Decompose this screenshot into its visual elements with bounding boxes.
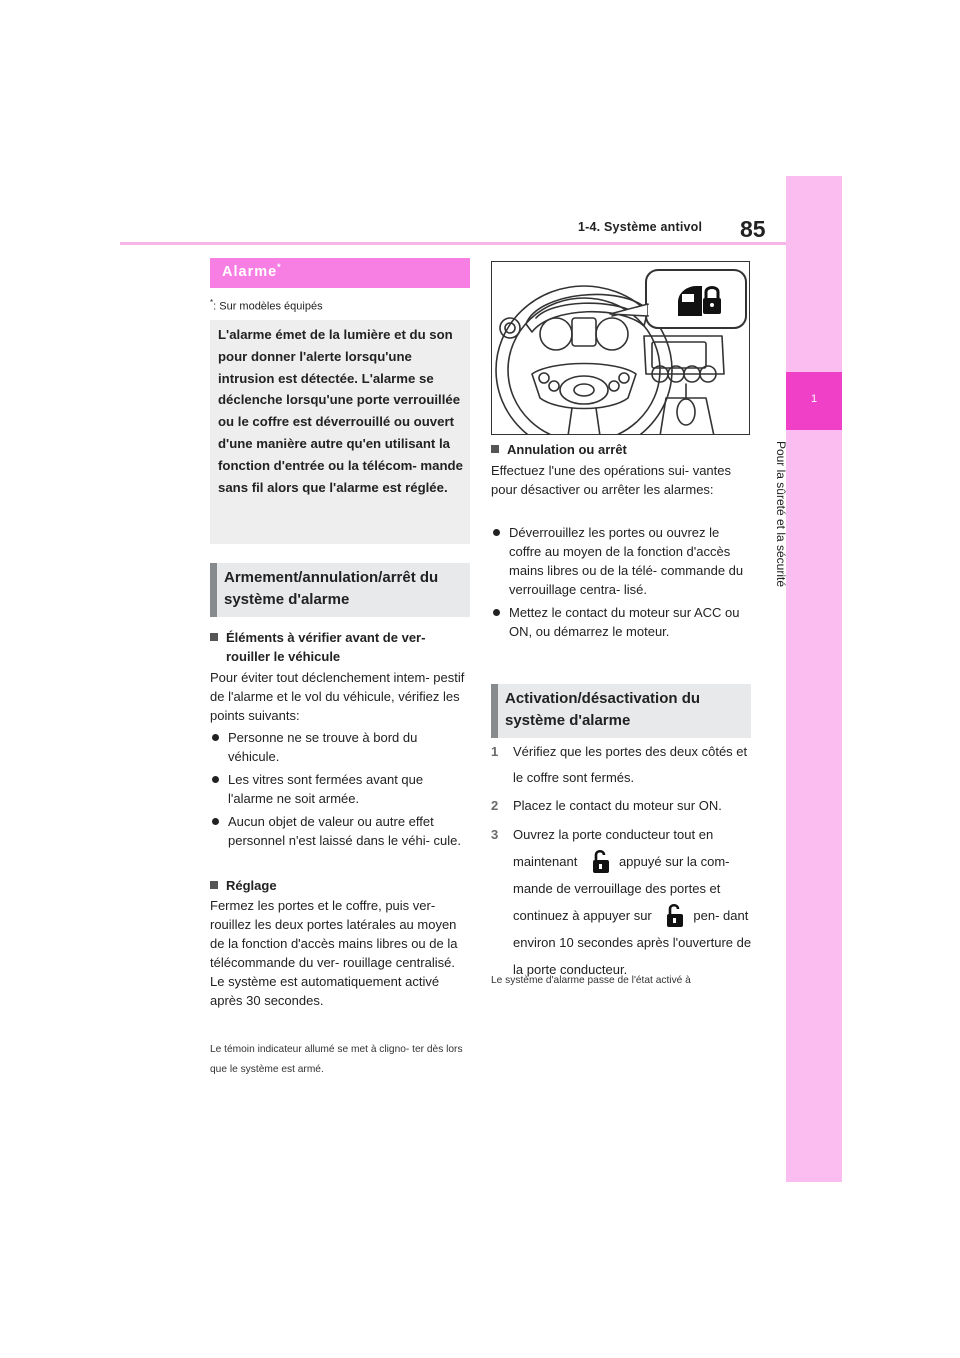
setting-text: Fermez les portes et le coffre, puis ver- rouillez les deux portes latérales au moyen de la fonction d'accès mains libres ou de la télécommande du ver- rouillage centralisé. Le système est automatiquement activé après 30 secondes. [210, 898, 458, 1008]
header-divider [120, 242, 786, 245]
step-item: 2 Placez le contact du moteur sur ON. [491, 798, 722, 813]
list-item: Les vitres sont fermées avant que l'alarme ne soit armée. [210, 770, 470, 808]
activation-trailing-note: Le système d'alarme passe de l'état activé à [491, 975, 691, 986]
side-tab-strip [786, 176, 842, 1182]
square-bullet-icon [491, 445, 499, 453]
dashboard-lock-indicator-illustration-icon [492, 262, 750, 435]
setting-note: Le témoin indicateur allumé se met à cligno- ter dès lors que le système est armé. [210, 1044, 463, 1075]
setting-title: Réglage [210, 876, 277, 895]
door-unlock-icon [587, 848, 613, 874]
activation-steps [491, 739, 753, 983]
alarm-intro-text: L'alarme émet de la lumière et du son pour donner l'alerte lorsqu'une intrusion est détectée. L'alarme se déclenche lorsqu'une porte verrouillée ou le coffre est déverrouillé ou ouvert d'une manière autre qu'en utilisant la fonction d'entrée ou la télécom- mande sans fil alors que l'alarme est réglée. [218, 327, 463, 495]
check-intro: Pour éviter tout déclenchement intem- pestif de l'alarme et le vol du véhicule, vérifiez les points suivants: [210, 670, 465, 723]
cancel-intro: Effectuez l'une des opérations sui- vantes pour désactiver ou arrêter les alarmes: [491, 463, 731, 497]
cancel-list [491, 523, 753, 641]
step-item: 3 Ouvrez la porte conducteur tout en maintenant appuyé sur la com- mande de verrouillage des portes et continuez à appuyer sur pen- dant environ 10 secondes après l'ouverture de la porte conducteur. [491, 827, 752, 977]
bullet-dot-icon [493, 529, 500, 536]
bullet-dot-icon [493, 609, 500, 616]
chapter-number: 1 [810, 393, 818, 405]
step-item: 1 Vérifiez que les portes des deux côtés et le coffre sont fermés. [491, 744, 748, 785]
arming-heading: Armement/annulation/arrêt du système d'alarme [224, 569, 439, 608]
list-item: Personne ne se trouve à bord du véhicule. [210, 728, 470, 766]
cancel-title: Annulation ou arrêt [491, 440, 627, 459]
section-title: 1-4. Système antivol [578, 220, 703, 234]
list-item: Mettez le contact du moteur sur ACC ou ON, ou démarrez le moteur. [491, 603, 753, 641]
chapter-label: Pour la sûreté et la sécurité [774, 440, 788, 588]
bullet-dot-icon [212, 776, 219, 783]
square-bullet-icon [210, 633, 218, 641]
square-bullet-icon [210, 881, 218, 889]
page-number: 85 [740, 216, 766, 242]
alarm-footnote: *: Sur modèles équipés [210, 298, 323, 313]
list-item: Déverrouillez les portes ou ouvrez le coffre au moyen de la fonction d'accès mains libres ou de la télé- commande du verrouillage centra- lisé. [491, 523, 753, 599]
check-title: Éléments à vérifier avant de ver- rouiller le véhicule [210, 628, 472, 666]
list-item: Aucun objet de valeur ou autre effet personnel n'est laissé dans le véhi- cule. [210, 812, 470, 850]
bullet-dot-icon [212, 734, 219, 741]
check-list [210, 728, 470, 850]
alarm-heading: Alarme* [222, 262, 281, 280]
activation-heading: Activation/désactivation du système d'alarme [505, 690, 701, 729]
dashboard-illustration [491, 261, 750, 435]
bullet-dot-icon [212, 818, 219, 825]
door-unlock-icon [661, 902, 687, 928]
